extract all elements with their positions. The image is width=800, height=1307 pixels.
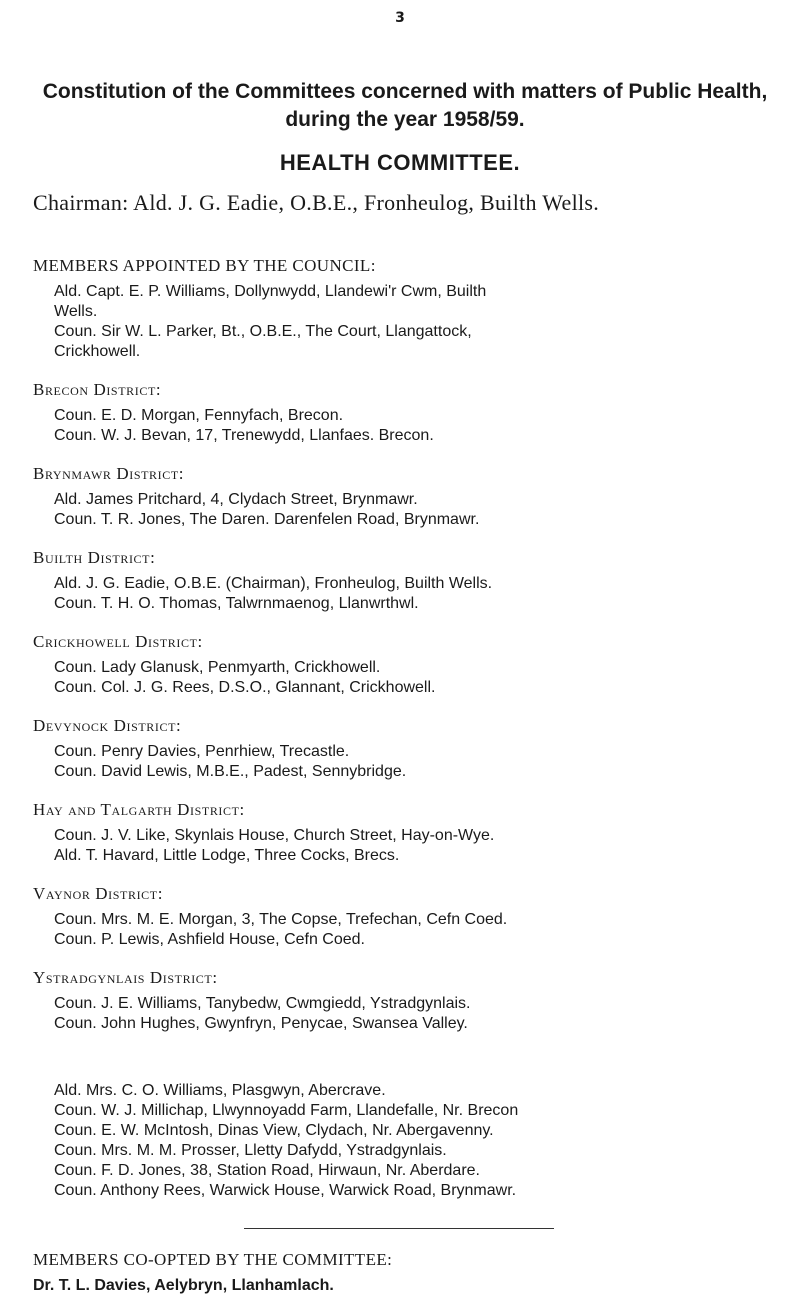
other-member: Coun. W. J. Millichap, Llwynnoyadd Farm, Llandefalle, Nr. Brecon [54, 1102, 519, 1119]
other-member: Coun. E. W. McIntosh, Dinas View, Clydach, Nr. Abergavenny. [54, 1122, 494, 1139]
district-member: Coun. J. E. Williams, Tanybedw, Cwmgiedd, Ystradgynlais. [54, 995, 471, 1012]
district-heading-devynock: Devynock District: [33, 716, 182, 735]
document-title: Constitution of the Committees concerned with matters of Public Health, during the year 1958/59. [42, 80, 768, 131]
council-member-line: Ald. Capt. E. P. Williams, Dollynwydd, Llandewi'r Cwm, Builth [54, 283, 487, 300]
district-member: Coun. Mrs. M. E. Morgan, 3, The Copse, Trefechan, Cefn Coed. [54, 911, 508, 928]
district-member: Coun. J. V. Like, Skynlais House, Church Street, Hay-on-Wye. [54, 827, 495, 844]
district-member: Ald. James Pritchard, 4, Clydach Street, Brynmawr. [54, 491, 418, 508]
district-heading-hay-talgarth: Hay and Talgarth District: [33, 800, 245, 819]
other-member: Coun. Anthony Rees, Warwick House, Warwick Road, Brynmawr. [54, 1182, 517, 1199]
district-heading-ystradgynlais: Ystradgynlais District: [33, 968, 218, 987]
district-member: Coun. T. H. O. Thomas, Talwrnmaenog, Llanwrthwl. [54, 595, 419, 612]
district-member: Coun. E. D. Morgan, Fennyfach, Brecon. [54, 407, 344, 424]
district-member: Coun. David Lewis, M.B.E., Padest, Sennybridge. [54, 763, 407, 780]
other-member: Coun. F. D. Jones, 38, Station Road, Hirwaun, Nr. Aberdare. [54, 1162, 480, 1179]
committee-heading: HEALTH COMMITTEE. [279, 150, 521, 175]
district-member: Coun. Lady Glanusk, Penmyarth, Crickhowell. [54, 659, 381, 676]
district-member: Ald. J. G. Eadie, O.B.E. (Chairman), Fronheulog, Builth Wells. [54, 575, 493, 592]
council-member-line: Wells. [54, 303, 98, 320]
district-heading-vaynor: Vaynor District: [33, 884, 164, 903]
other-member: Ald. Mrs. C. O. Williams, Plasgwyn, Abercrave. [54, 1082, 386, 1099]
page-number: 3 [395, 10, 405, 26]
district-member: Coun. P. Lewis, Ashfield House, Cefn Coed. [54, 931, 365, 948]
district-member: Coun. W. J. Bevan, 17, Trenewydd, Llanfaes. Brecon. [54, 427, 434, 444]
other-member: Coun. Mrs. M. M. Prosser, Lletty Dafydd, Ystradgynlais. [54, 1142, 447, 1159]
district-heading-crickhowell: Crickhowell District: [33, 632, 203, 651]
district-member: Coun. John Hughes, Gwynfryn, Penycae, Swansea Valley. [54, 1015, 468, 1032]
district-member: Coun. Penry Davies, Penrhiew, Trecastle. [54, 743, 350, 760]
district-member: Ald. T. Havard, Little Lodge, Three Cocks, Brecs. [54, 847, 400, 864]
section-divider [244, 1228, 554, 1229]
district-heading-brynmawr: Brynmawr District: [33, 464, 185, 483]
council-members-heading: MEMBERS APPOINTED BY THE COUNCIL: [33, 256, 376, 275]
coopted-members-heading: MEMBERS CO-OPTED BY THE COMMITTEE: [33, 1250, 393, 1269]
district-member: Coun. T. R. Jones, The Daren. Darenfelen Road, Brynmawr. [54, 511, 480, 528]
council-member-line: Coun. Sir W. L. Parker, Bt., O.B.E., The Court, Llangattock, [54, 323, 472, 340]
council-member-line: Crickhowell. [54, 343, 141, 360]
coopted-member: Dr. T. L. Davies, Aelybryn, Llanhamlach. [33, 1277, 334, 1294]
chairman-line: Chairman: Ald. J. G. Eadie, O.B.E., Fronheulog, Builth Wells. [33, 190, 600, 215]
district-heading-brecon: Brecon District: [33, 380, 162, 399]
district-heading-builth: Builth District: [33, 548, 156, 567]
district-member: Coun. Col. J. G. Rees, D.S.O., Glannant, Crickhowell. [54, 679, 436, 696]
